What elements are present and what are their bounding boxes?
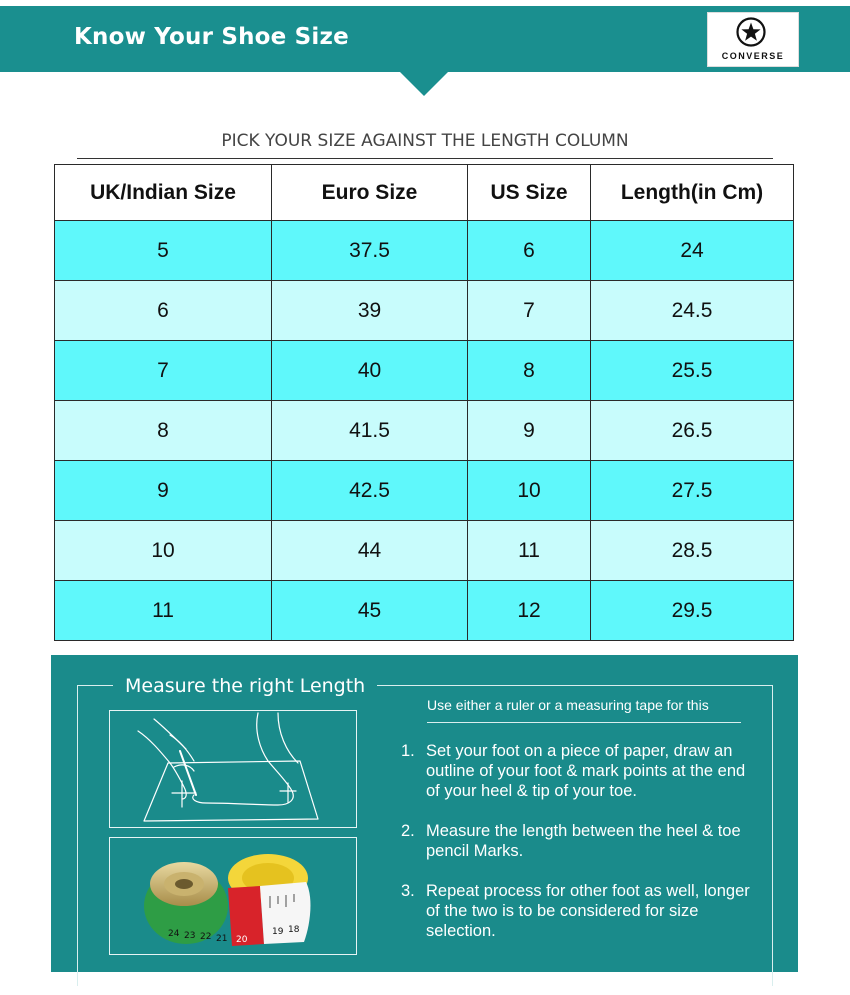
table-cell: 41.5	[272, 401, 468, 461]
table-cell: 40	[272, 341, 468, 401]
column-header: Euro Size	[272, 165, 468, 221]
list-item	[401, 821, 751, 861]
table-cell: 28.5	[591, 521, 794, 581]
foot-on-paper-icon	[110, 711, 356, 827]
table-cell: 7	[468, 281, 591, 341]
table-cell: 9	[468, 401, 591, 461]
table-cell: 10	[468, 461, 591, 521]
table-cell: 5	[55, 221, 272, 281]
tape-number: 21	[216, 934, 228, 944]
table-cell: 27.5	[591, 461, 794, 521]
table-cell: 7	[55, 341, 272, 401]
step-text: Repeat process for other foot as well, longer of the two is to be considered for size selection.	[426, 882, 750, 940]
converse-logo	[707, 12, 799, 67]
tape-number: 18	[288, 925, 300, 935]
measuring-tape-icon	[110, 838, 356, 954]
table-cell: 8	[55, 401, 272, 461]
column-header: US Size	[468, 165, 591, 221]
foot-tracing-illustration	[109, 710, 357, 828]
table-cell: 26.5	[591, 401, 794, 461]
subtitle-divider	[77, 158, 773, 159]
table-cell: 45	[272, 581, 468, 641]
table-cell: 10	[55, 521, 272, 581]
brand-name: CONVERSE	[721, 51, 785, 61]
table-cell: 25.5	[591, 341, 794, 401]
table-subtitle: PICK YOUR SIZE AGAINST THE LENGTH COLUMN	[221, 131, 629, 151]
table-row	[55, 341, 794, 401]
table-cell: 37.5	[272, 221, 468, 281]
step-text: Measure the length between the heel & toe pencil Marks.	[426, 822, 741, 860]
instruction-heading: Use either a ruler or a measuring tape for this	[427, 697, 741, 723]
step-number: 1.	[401, 742, 415, 760]
measure-title: Measure the right Length	[113, 675, 377, 697]
table-row	[55, 461, 794, 521]
table-cell: 24	[591, 221, 794, 281]
tape-number: 20	[236, 935, 248, 945]
table-row	[55, 581, 794, 641]
table-header-row	[55, 165, 794, 221]
step-number: 2.	[401, 822, 415, 840]
size-chart-table	[54, 164, 794, 641]
table-cell: 44	[272, 521, 468, 581]
tape-number: 19	[272, 927, 284, 937]
table-cell: 12	[468, 581, 591, 641]
table-row	[55, 401, 794, 461]
table-cell: 8	[468, 341, 591, 401]
measuring-tape-illustration	[109, 837, 357, 955]
instruction-steps	[401, 741, 751, 961]
table-cell: 6	[55, 281, 272, 341]
tape-number: 22	[200, 932, 212, 942]
table-cell: 24.5	[591, 281, 794, 341]
table-cell: 39	[272, 281, 468, 341]
column-header: UK/Indian Size	[55, 165, 272, 221]
table-cell: 9	[55, 461, 272, 521]
table-cell: 6	[468, 221, 591, 281]
tape-number: 24	[168, 929, 180, 939]
column-header: Length(in Cm)	[591, 165, 794, 221]
table-cell: 29.5	[591, 581, 794, 641]
star-icon	[736, 17, 766, 47]
header-pointer-arrow	[400, 72, 448, 96]
table-row	[55, 281, 794, 341]
table-cell: 11	[55, 581, 272, 641]
step-number: 3.	[401, 882, 415, 900]
tape-number: 23	[184, 931, 196, 941]
step-text: Set your foot on a piece of paper, draw an outline of your foot & mark points at the end of your heel & tip of your toe.	[426, 742, 746, 800]
list-item	[401, 881, 751, 941]
table-row	[55, 221, 794, 281]
table-cell: 42.5	[272, 461, 468, 521]
table-row	[55, 521, 794, 581]
measure-section	[51, 655, 798, 972]
page-title: Know Your Shoe Size	[74, 24, 349, 50]
table-cell: 11	[468, 521, 591, 581]
list-item	[401, 741, 751, 801]
